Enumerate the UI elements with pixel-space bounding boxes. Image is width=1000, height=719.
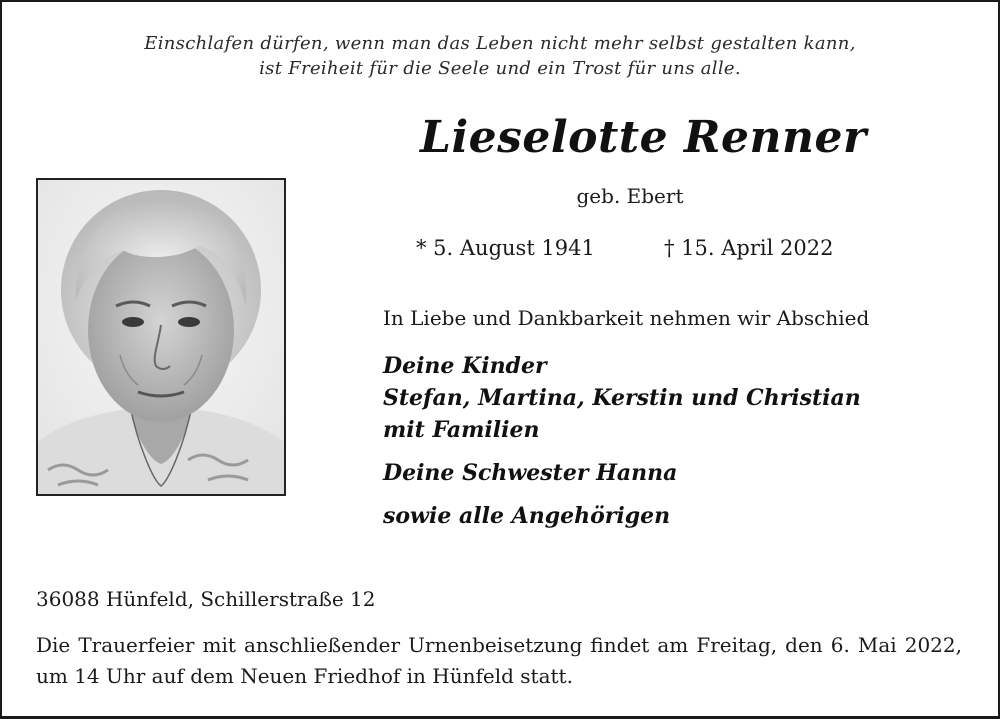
portrait-photo [36, 178, 286, 496]
verse-line-1: Einschlafen dürfen, wenn man das Leben nicht mehr selbst gestalten kann, [144, 33, 856, 54]
mourner-relatives: sowie alle Angehörigen [383, 503, 671, 529]
family-address: 36088 Hünfeld, Schillerstraße 12 [36, 587, 376, 611]
mourner-children-heading: Deine Kinder [383, 353, 547, 379]
mourner-children-names: Stefan, Martina, Kerstin und Christian [383, 385, 861, 411]
birth-date: * 5. August 1941 [416, 236, 595, 260]
funeral-notice: Die Trauerfeier mit anschließender Urnenbeisetzung findet am Freitag, den 6. Mai 2022, um 14 Uhr auf dem Neuen Friedhof in Hünfeld statt. [36, 633, 962, 688]
verse-line-2: ist Freiheit für die Seele und ein Trost für uns alle. [259, 58, 741, 79]
maiden-name: geb. Ebert [576, 184, 684, 208]
deceased-name: Lieselotte Renner [420, 112, 867, 163]
mourner-families: mit Familien [383, 417, 540, 443]
death-date: † 15. April 2022 [664, 236, 834, 260]
portrait-photo-icon [38, 180, 284, 494]
farewell-intro: In Liebe und Dankbarkeit nehmen wir Abschied [383, 306, 870, 330]
mourner-sister: Deine Schwester Hanna [383, 460, 678, 486]
